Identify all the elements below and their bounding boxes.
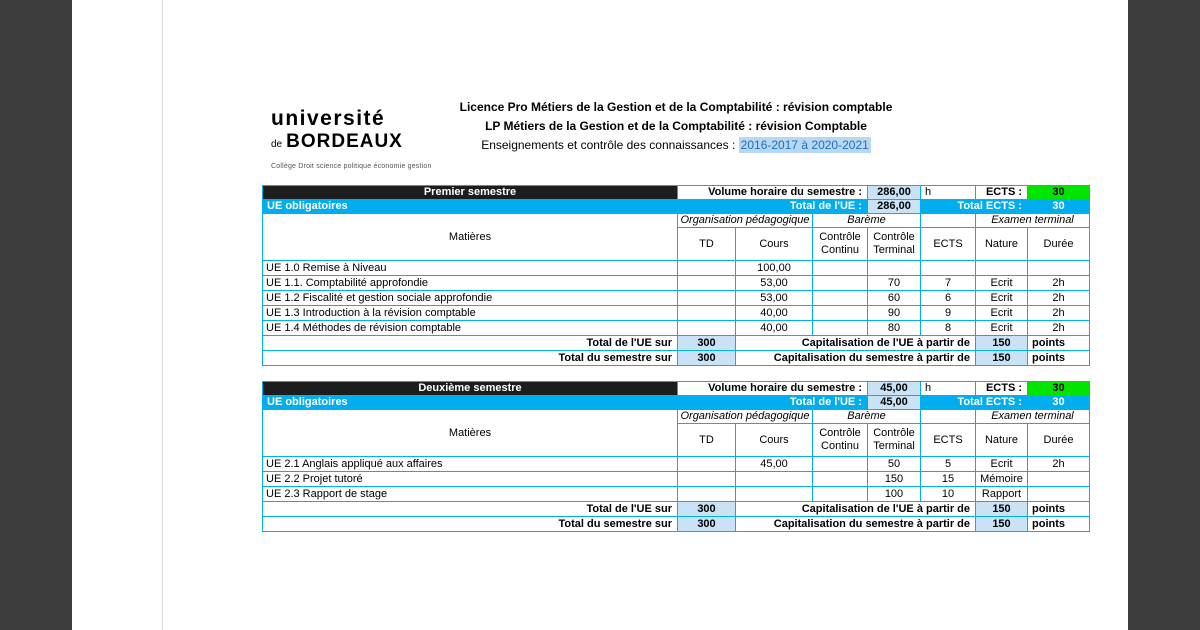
points-label: points [1028, 351, 1090, 366]
total-ects-value: 30 [1028, 200, 1090, 214]
column-header-td: TD [678, 424, 736, 457]
logo-de: de [271, 139, 283, 150]
volume-unit: h [921, 186, 976, 200]
semester-band-row [263, 186, 1090, 200]
course-cell-cc [813, 472, 868, 487]
total-ue-label: Total de l'UE : [678, 200, 868, 214]
logo-universite: université [271, 107, 386, 130]
course-cell-matiere: UE 2.1 Anglais appliqué aux affaires [263, 457, 678, 472]
course-cell-ct: 70 [868, 276, 921, 291]
course-cell-nature: Rapport [976, 487, 1028, 502]
ects-label: ECTS : [976, 186, 1028, 200]
capitalisation-semestre-label: Capitalisation du semestre à partir de [736, 517, 976, 532]
course-cell-ects: 6 [921, 291, 976, 306]
course-cell-matiere: UE 1.2 Fiscalité et gestion sociale approfondie [263, 291, 678, 306]
course-cell-cours [736, 487, 813, 502]
course-cell-td [678, 472, 736, 487]
capitalisation-semestre-value: 150 [976, 517, 1028, 532]
course-cell-td [678, 261, 736, 276]
course-cell-duree: 2h [1028, 291, 1090, 306]
course-row [263, 291, 1090, 306]
course-cell-cc [813, 487, 868, 502]
course-cell-td [678, 457, 736, 472]
group-header-row [263, 214, 1090, 228]
title-years-highlight: 2016-2017 à 2020-2021 [740, 138, 869, 152]
course-cell-ct: 60 [868, 291, 921, 306]
course-cell-matiere: UE 1.4 Méthodes de révision comptable [263, 321, 678, 336]
course-cell-cc [813, 261, 868, 276]
capitalisation-ue-value: 150 [976, 502, 1028, 517]
column-header-controle-terminal: Contrôle Terminal [868, 228, 921, 261]
column-header-bareme: Barème [813, 410, 921, 424]
ects-total-value: 30 [1028, 382, 1090, 396]
capitalisation-ue-value: 150 [976, 336, 1028, 351]
total-semestre-sur-value: 300 [678, 351, 736, 366]
course-cell-duree: 2h [1028, 457, 1090, 472]
semester-1-table [262, 185, 1090, 366]
course-cell-nature: Ecrit [976, 306, 1028, 321]
column-header-matieres: Matières [263, 410, 678, 457]
ects-total-value: 30 [1028, 186, 1090, 200]
capitalisation-semestre-label: Capitalisation du semestre à partir de [736, 351, 976, 366]
semester-band: Premier semestre [263, 186, 678, 200]
course-rows [263, 457, 1090, 502]
column-header-spacer [921, 410, 976, 424]
course-cell-ct: 80 [868, 321, 921, 336]
course-row [263, 276, 1090, 291]
capitalisation-semestre-value: 150 [976, 351, 1028, 366]
points-label: points [1028, 502, 1090, 517]
course-cell-cc [813, 276, 868, 291]
course-cell-cours: 100,00 [736, 261, 813, 276]
column-header-td: TD [678, 228, 736, 261]
column-header-organisation: Organisation pédagogique [678, 410, 813, 424]
total-ue-sur-value: 300 [678, 336, 736, 351]
total-ue-row [263, 502, 1090, 517]
total-ue-row [263, 336, 1090, 351]
logo-bordeaux: BORDEAUX [286, 131, 403, 152]
column-header-duree: Durée [1028, 228, 1090, 261]
volume-unit: h [921, 382, 976, 396]
total-ue-sur-label: Total de l'UE sur [263, 502, 678, 517]
course-cell-ects: 9 [921, 306, 976, 321]
course-cell-td [678, 276, 736, 291]
capitalisation-ue-label: Capitalisation de l'UE à partir de [736, 336, 976, 351]
title-line-3 [262, 138, 1090, 152]
logo-tagline: Collège Droit science politique économie gestion [271, 163, 432, 170]
column-header-ects: ECTS [921, 228, 976, 261]
course-cell-duree [1028, 261, 1090, 276]
course-cell-nature: Mémoire [976, 472, 1028, 487]
course-cell-duree [1028, 472, 1090, 487]
course-cell-nature: Ecrit [976, 457, 1028, 472]
course-cell-cours [736, 472, 813, 487]
course-cell-nature: Ecrit [976, 321, 1028, 336]
column-header-organisation: Organisation pédagogique [678, 214, 813, 228]
course-cell-nature: Ecrit [976, 276, 1028, 291]
capitalisation-ue-label: Capitalisation de l'UE à partir de [736, 502, 976, 517]
course-rows [263, 261, 1090, 336]
course-cell-ects: 8 [921, 321, 976, 336]
ects-label: ECTS : [976, 382, 1028, 396]
volume-label: Volume horaire du semestre : [678, 186, 868, 200]
title-line-1: Licence Pro Métiers de la Gestion et de la Comptabilité : révision comptable [459, 100, 893, 114]
page-edge-line [162, 0, 163, 630]
group-header-row [263, 410, 1090, 424]
course-cell-cours: 45,00 [736, 457, 813, 472]
course-row [263, 306, 1090, 321]
course-cell-td [678, 291, 736, 306]
column-header-nature: Nature [976, 228, 1028, 261]
course-cell-duree: 2h [1028, 276, 1090, 291]
course-cell-matiere: UE 2.3 Rapport de stage [263, 487, 678, 502]
course-cell-matiere: UE 1.3 Introduction à la révision comptable [263, 306, 678, 321]
course-cell-ects [921, 261, 976, 276]
points-label: points [1028, 517, 1090, 532]
course-cell-ct [868, 261, 921, 276]
total-semestre-sur-label: Total du semestre sur [263, 517, 678, 532]
ue-band-row [263, 396, 1090, 410]
column-header-cours: Cours [736, 228, 813, 261]
document-titles [262, 100, 1090, 152]
column-header-examen: Examen terminal [976, 410, 1090, 424]
course-row [263, 261, 1090, 276]
course-cell-td [678, 306, 736, 321]
total-semestre-sur-value: 300 [678, 517, 736, 532]
total-semestre-row [263, 517, 1090, 532]
course-cell-ct: 50 [868, 457, 921, 472]
course-cell-duree: 2h [1028, 306, 1090, 321]
course-cell-nature: Ecrit [976, 291, 1028, 306]
points-label: points [1028, 336, 1090, 351]
course-cell-ects: 5 [921, 457, 976, 472]
course-row [263, 457, 1090, 472]
volume-value: 45,00 [868, 382, 921, 396]
course-cell-cours: 53,00 [736, 291, 813, 306]
total-ects-label: Total ECTS : [921, 396, 1028, 410]
total-ue-sur-value: 300 [678, 502, 736, 517]
course-row [263, 472, 1090, 487]
column-header-bareme: Barème [813, 214, 921, 228]
course-cell-cours: 40,00 [736, 306, 813, 321]
course-cell-cc [813, 306, 868, 321]
course-cell-cc [813, 291, 868, 306]
total-semestre-sur-label: Total du semestre sur [263, 351, 678, 366]
semester-2-table [262, 381, 1090, 532]
course-cell-matiere: UE 1.1. Comptabilité approfondie [263, 276, 678, 291]
column-header-controle-terminal: Contrôle Terminal [868, 424, 921, 457]
course-cell-duree [1028, 487, 1090, 502]
total-ue-sur-label: Total de l'UE sur [263, 336, 678, 351]
course-cell-ct: 90 [868, 306, 921, 321]
course-cell-td [678, 487, 736, 502]
title-line-3-prefix: Enseignements et contrôle des connaissances : [481, 138, 739, 152]
ue-band: UE obligatoires [263, 396, 678, 410]
course-cell-td [678, 321, 736, 336]
column-header-controle-continu: Contrôle Continu [813, 424, 868, 457]
volume-label: Volume horaire du semestre : [678, 382, 868, 396]
course-cell-cc [813, 457, 868, 472]
course-cell-ects: 7 [921, 276, 976, 291]
column-header-nature: Nature [976, 424, 1028, 457]
volume-value: 286,00 [868, 186, 921, 200]
course-row [263, 487, 1090, 502]
total-semestre-row [263, 351, 1090, 366]
course-cell-ct: 150 [868, 472, 921, 487]
column-header-ects: ECTS [921, 424, 976, 457]
ue-band: UE obligatoires [263, 200, 678, 214]
course-cell-ects: 15 [921, 472, 976, 487]
column-header-spacer [921, 214, 976, 228]
course-cell-cc [813, 321, 868, 336]
course-cell-cours: 40,00 [736, 321, 813, 336]
course-cell-ects: 10 [921, 487, 976, 502]
column-header-controle-continu: Contrôle Continu [813, 228, 868, 261]
course-cell-duree: 2h [1028, 321, 1090, 336]
semester-band: Deuxième semestre [263, 382, 678, 396]
document-page [72, 0, 1128, 630]
column-header-examen: Examen terminal [976, 214, 1090, 228]
column-header-cours: Cours [736, 424, 813, 457]
total-ue-label: Total de l'UE : [678, 396, 868, 410]
semester-band-row [263, 382, 1090, 396]
course-cell-ct: 100 [868, 487, 921, 502]
course-cell-matiere: UE 1.0 Remise à Niveau [263, 261, 678, 276]
total-ue-value: 45,00 [868, 396, 921, 410]
title-line-2: LP Métiers de la Gestion et de la Comptabilité : révision Comptable [485, 119, 867, 133]
total-ue-value: 286,00 [868, 200, 921, 214]
total-ects-value: 30 [1028, 396, 1090, 410]
column-header-duree: Durée [1028, 424, 1090, 457]
course-row [263, 321, 1090, 336]
course-cell-matiere: UE 2.2 Projet tutoré [263, 472, 678, 487]
ue-band-row [263, 200, 1090, 214]
column-header-matieres: Matières [263, 214, 678, 261]
course-cell-nature [976, 261, 1028, 276]
total-ects-label: Total ECTS : [921, 200, 1028, 214]
course-cell-cours: 53,00 [736, 276, 813, 291]
